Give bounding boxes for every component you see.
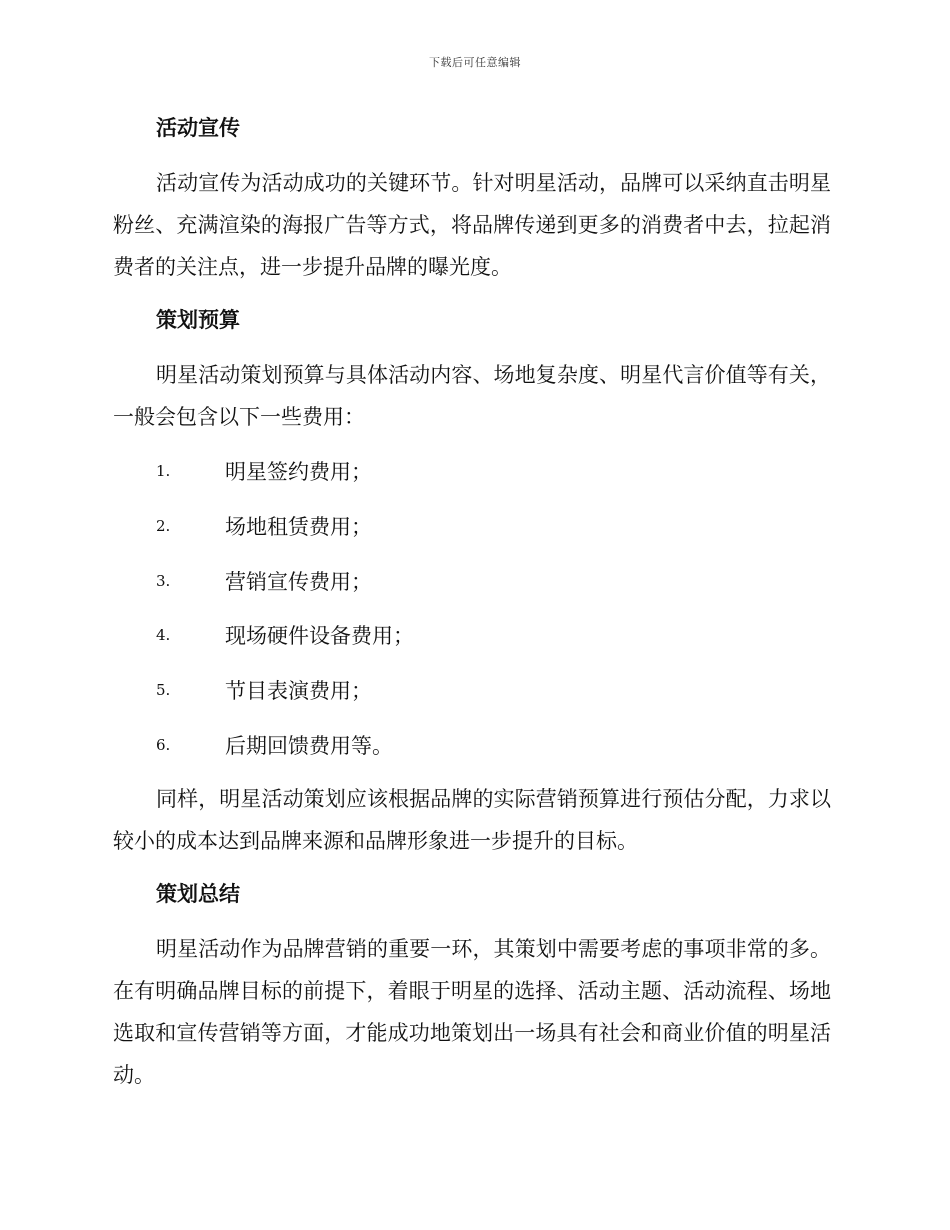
list-item-number: 6. <box>156 735 171 754</box>
list-item-text: 节目表演费用； <box>225 679 372 704</box>
list-item-number: 2. <box>156 517 171 536</box>
section-paragraph-promotion: 活动宣传为活动成功的关键环节。针对明星活动，品牌可以采纳直击明星粉丝、充满渲染的海报广告等方式，将品牌传递到更多的消费者中去，拉起消费者的关注点，进一步提升品牌的曝光度。 <box>113 171 831 279</box>
list-item <box>113 608 831 663</box>
section-heading-budget: 策划预算 <box>156 308 240 332</box>
list-item-text: 现场硬件设备费用； <box>225 624 414 649</box>
list-item-text: 场地租赁费用； <box>225 515 372 540</box>
list-item-number: 3. <box>156 571 171 590</box>
list-item <box>113 663 831 718</box>
list-item-text: 后期回馈费用等。 <box>225 733 393 758</box>
list-item-number: 4. <box>156 626 171 645</box>
list-item-text: 明星签约费用； <box>225 460 372 485</box>
list-item-number: 1. <box>156 462 171 481</box>
document-body <box>113 108 831 1096</box>
budget-list <box>113 444 831 772</box>
section-paragraph-summary: 明星活动作为品牌营销的重要一环，其策划中需要考虑的事项非常的多。在有明确品牌目标的前提下，着眼于明星的选择、活动主题、活动流程、场地选取和宣传营销等方面，才能成功地策划出一场具有社会和商业价值的明星活动。 <box>113 937 831 1088</box>
list-item <box>113 717 831 772</box>
list-item <box>113 444 831 499</box>
list-item <box>113 553 831 608</box>
list-item <box>113 499 831 554</box>
page-header: 下载后可任意编辑 <box>429 56 521 69</box>
list-item-text: 营销宣传费用； <box>225 569 372 594</box>
section-paragraph-budget: 明星活动策划预算与具体活动内容、场地复杂度、明星代言价值等有关，一般会包含以下一些费用： <box>113 363 831 429</box>
list-item-number: 5. <box>156 681 171 700</box>
budget-closing-paragraph: 同样，明星活动策划应该根据品牌的实际营销预算进行预估分配，力求以较小的成本达到品牌来源和品牌形象进一步提升的目标。 <box>113 787 831 854</box>
section-heading-summary: 策划总结 <box>156 882 240 907</box>
section-heading-promotion: 活动宣传 <box>156 116 240 140</box>
